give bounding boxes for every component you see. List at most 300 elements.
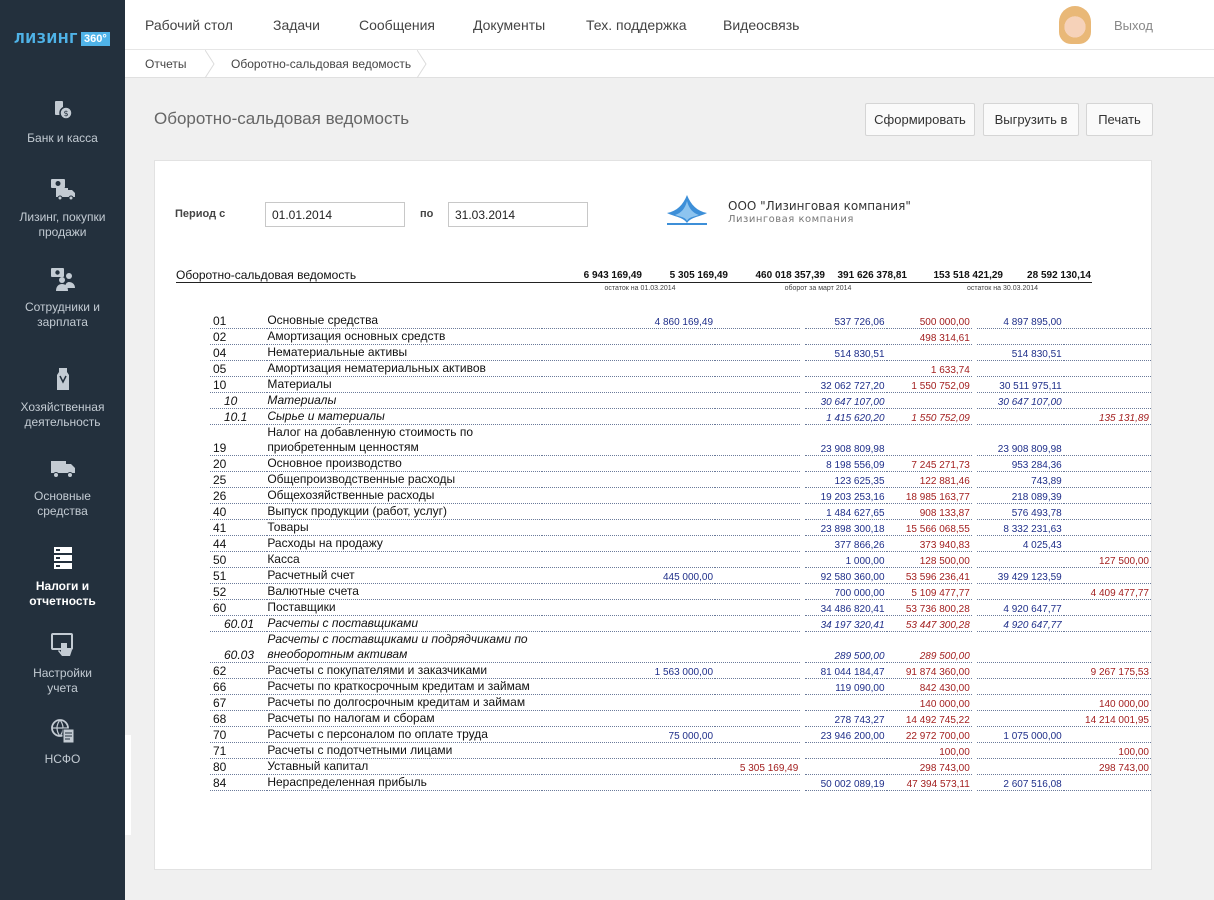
amount-cell: 34 197 320,41 bbox=[805, 615, 886, 631]
period-to-input[interactable]: 31.03.2014 bbox=[448, 202, 588, 227]
sidebar-item-leasing[interactable] bbox=[0, 176, 125, 240]
amount-cell bbox=[715, 455, 800, 471]
account-name: Расчеты по краткосрочным кредитам и займам bbox=[267, 678, 542, 694]
total-opening-credit: 5 305 169,49 bbox=[669, 270, 728, 281]
table-row bbox=[210, 408, 1151, 424]
account-name: Поставщики bbox=[267, 599, 542, 615]
amount-cell: 953 284,36 bbox=[977, 455, 1064, 471]
amount-cell bbox=[1064, 503, 1151, 519]
page-title: Оборотно-сальдовая ведомость bbox=[154, 109, 410, 128]
server-stack-icon bbox=[50, 545, 76, 571]
amount-cell: 127 500,00 bbox=[1064, 551, 1151, 567]
amount-cell bbox=[542, 455, 715, 471]
amount-cell: 908 133,87 bbox=[887, 503, 972, 519]
amount-cell: 218 089,39 bbox=[977, 487, 1064, 503]
account-name: Расчеты с персоналом по оплате труда bbox=[267, 726, 542, 742]
account-code: 60.01 bbox=[210, 615, 267, 631]
account-code: 84 bbox=[210, 774, 267, 790]
table-row bbox=[210, 503, 1151, 519]
amount-cell: 1 550 752,09 bbox=[887, 376, 972, 392]
amount-cell: 537 726,06 bbox=[805, 312, 886, 328]
table-row bbox=[210, 551, 1151, 567]
amount-cell bbox=[887, 424, 972, 455]
amount-cell: 4 920 647,77 bbox=[977, 599, 1064, 615]
account-name: Расчеты с поставщиками и подрядчиками по внеоборотным активам bbox=[267, 631, 542, 662]
amount-cell: 34 486 820,41 bbox=[805, 599, 886, 615]
amount-cell bbox=[1064, 328, 1151, 344]
amount-cell: 2 607 516,08 bbox=[977, 774, 1064, 790]
account-code: 67 bbox=[210, 694, 267, 710]
sidebar bbox=[0, 0, 125, 900]
account-code: 05 bbox=[210, 360, 267, 376]
report-panel bbox=[154, 160, 1152, 870]
amount-cell: 23 946 200,00 bbox=[805, 726, 886, 742]
amount-cell bbox=[1064, 376, 1151, 392]
amount-cell bbox=[715, 615, 800, 631]
amount-cell bbox=[1064, 599, 1151, 615]
amount-cell: 53 736 800,28 bbox=[887, 599, 972, 615]
amount-cell: 23 908 809,98 bbox=[977, 424, 1064, 455]
table-row bbox=[210, 519, 1151, 535]
amount-cell: 9 267 175,53 bbox=[1064, 662, 1151, 678]
sidebar-item-label: Настройки учета bbox=[33, 666, 92, 695]
account-code: 68 bbox=[210, 710, 267, 726]
amount-cell: 53 596 236,41 bbox=[887, 567, 972, 583]
app-logo-badge: 360° bbox=[81, 32, 110, 46]
amount-cell bbox=[715, 519, 800, 535]
amount-cell: 289 500,00 bbox=[805, 631, 886, 662]
amount-cell bbox=[542, 758, 715, 774]
sidebar-item-settings[interactable] bbox=[0, 632, 125, 696]
breadcrumb-current: Оборотно-сальдовая ведомость bbox=[231, 57, 412, 71]
nav-tasks[interactable]: Задачи bbox=[273, 17, 321, 33]
amount-cell bbox=[542, 631, 715, 662]
amount-cell bbox=[977, 694, 1064, 710]
amount-cell: 140 000,00 bbox=[1064, 694, 1151, 710]
globe-document-icon bbox=[50, 718, 76, 744]
amount-cell bbox=[1064, 471, 1151, 487]
amount-cell bbox=[977, 328, 1064, 344]
account-name: Расчеты с покупателями и заказчиками bbox=[267, 662, 542, 678]
amount-cell bbox=[1064, 535, 1151, 551]
amount-cell bbox=[542, 344, 715, 360]
account-code: 66 bbox=[210, 678, 267, 694]
amount-cell bbox=[715, 599, 800, 615]
amount-cell bbox=[977, 662, 1064, 678]
amount-cell bbox=[542, 487, 715, 503]
account-name: Выпуск продукции (работ, услуг) bbox=[267, 503, 542, 519]
amount-cell: 14 492 745,22 bbox=[887, 710, 972, 726]
amount-cell: 23 898 300,18 bbox=[805, 519, 886, 535]
amount-cell: 1 563 000,00 bbox=[542, 662, 715, 678]
amount-cell bbox=[887, 392, 972, 408]
amount-cell: 576 493,78 bbox=[977, 503, 1064, 519]
amount-cell bbox=[1064, 312, 1151, 328]
amount-cell bbox=[542, 774, 715, 790]
breadcrumb-reports[interactable]: Отчеты bbox=[145, 57, 187, 71]
amount-cell bbox=[977, 631, 1064, 662]
account-code: 19 bbox=[210, 424, 267, 455]
account-code: 26 bbox=[210, 487, 267, 503]
amount-cell: 22 972 700,00 bbox=[887, 726, 972, 742]
amount-cell: 4 025,43 bbox=[977, 535, 1064, 551]
amount-cell bbox=[977, 360, 1064, 376]
amount-cell bbox=[715, 694, 800, 710]
amount-cell bbox=[977, 678, 1064, 694]
account-name: Валютные счета bbox=[267, 583, 542, 599]
period-from-label: Период с bbox=[175, 208, 226, 220]
account-code: 60.03 bbox=[210, 631, 267, 662]
amount-cell bbox=[542, 615, 715, 631]
amount-cell: 4 920 647,77 bbox=[977, 615, 1064, 631]
sidebar-item-bank[interactable] bbox=[0, 97, 125, 146]
total-turnover-debit: 460 018 357,39 bbox=[755, 270, 825, 281]
account-name: Общехозяйственные расходы bbox=[267, 487, 542, 503]
breadcrumb-separator-icon bbox=[205, 50, 215, 78]
amount-cell bbox=[542, 535, 715, 551]
amount-cell: 75 000,00 bbox=[542, 726, 715, 742]
account-code: 20 bbox=[210, 455, 267, 471]
amount-cell bbox=[542, 392, 715, 408]
amount-cell bbox=[542, 599, 715, 615]
amount-cell: 53 447 300,28 bbox=[887, 615, 972, 631]
table-row bbox=[210, 535, 1151, 551]
truck-icon bbox=[50, 455, 76, 481]
amount-cell: 514 830,51 bbox=[977, 344, 1064, 360]
amount-cell: 30 511 975,11 bbox=[977, 376, 1064, 392]
account-name: Расчеты по налогам и сборам bbox=[267, 710, 542, 726]
amount-cell: 842 430,00 bbox=[887, 678, 972, 694]
amount-cell: 15 566 068,55 bbox=[887, 519, 972, 535]
amount-cell bbox=[542, 551, 715, 567]
amount-cell: 19 203 253,16 bbox=[805, 487, 886, 503]
table-row bbox=[210, 455, 1151, 471]
account-name: Расходы на продажу bbox=[267, 535, 542, 551]
amount-cell bbox=[715, 742, 800, 758]
amount-cell bbox=[715, 567, 800, 583]
sidebar-item-label: Сотрудники и зарплата bbox=[24, 300, 101, 329]
amount-cell: 4 897 895,00 bbox=[977, 312, 1064, 328]
amount-cell: 4 860 169,49 bbox=[542, 312, 715, 328]
amount-cell: 135 131,89 bbox=[1064, 408, 1151, 424]
account-name: Расчетный счет bbox=[267, 567, 542, 583]
amount-cell bbox=[977, 710, 1064, 726]
amount-cell: 7 245 271,73 bbox=[887, 455, 972, 471]
account-code: 71 bbox=[210, 742, 267, 758]
period-from-input[interactable]: 01.01.2014 bbox=[265, 202, 405, 227]
amount-cell bbox=[715, 471, 800, 487]
table-row bbox=[210, 360, 1151, 376]
amount-cell bbox=[977, 551, 1064, 567]
app-logo[interactable] bbox=[0, 0, 125, 78]
account-name: Общепроизводственные расходы bbox=[267, 471, 542, 487]
amount-cell bbox=[1064, 726, 1151, 742]
amount-cell: 298 743,00 bbox=[887, 758, 972, 774]
table-row bbox=[210, 376, 1151, 392]
amount-cell: 119 090,00 bbox=[805, 678, 886, 694]
amount-cell bbox=[1064, 774, 1151, 790]
opening-balance-caption: остаток на 01.03.2014 bbox=[604, 285, 676, 292]
amount-cell: 278 743,27 bbox=[805, 710, 886, 726]
amount-cell bbox=[542, 360, 715, 376]
sidebar-item-taxes[interactable] bbox=[0, 545, 125, 609]
bank-coins-icon bbox=[50, 97, 76, 123]
account-name: Основное производство bbox=[267, 455, 542, 471]
account-name: Касса bbox=[267, 551, 542, 567]
account-name: Расчеты по долгосрочным кредитам и займам bbox=[267, 694, 542, 710]
amount-cell bbox=[715, 678, 800, 694]
svg-text:$: $ bbox=[62, 109, 69, 118]
amount-cell bbox=[977, 583, 1064, 599]
period-to-label: по bbox=[420, 208, 434, 220]
amount-cell: 47 394 573,11 bbox=[887, 774, 972, 790]
table-row bbox=[210, 599, 1151, 615]
amount-cell bbox=[715, 408, 800, 424]
sidebar-item-staff[interactable] bbox=[0, 266, 125, 330]
amount-cell bbox=[715, 503, 800, 519]
account-code: 70 bbox=[210, 726, 267, 742]
amount-cell bbox=[887, 344, 972, 360]
export-button[interactable]: Выгрузить в bbox=[983, 103, 1079, 136]
account-name: Материалы bbox=[267, 376, 542, 392]
amount-cell bbox=[542, 519, 715, 535]
table-row bbox=[210, 726, 1151, 742]
amount-cell: 14 214 001,95 bbox=[1064, 710, 1151, 726]
amount-cell: 100,00 bbox=[1064, 742, 1151, 758]
sidebar-item-label: Хозяйственная деятельность bbox=[20, 400, 105, 429]
amount-cell: 743,89 bbox=[977, 471, 1064, 487]
amount-cell bbox=[715, 583, 800, 599]
amount-cell bbox=[542, 678, 715, 694]
people-money-icon bbox=[50, 266, 76, 292]
report-title: Оборотно-сальдовая ведомость bbox=[176, 268, 357, 282]
amount-cell bbox=[715, 424, 800, 455]
account-name: Сырье и материалы bbox=[267, 408, 542, 424]
amount-cell bbox=[1064, 344, 1151, 360]
table-row bbox=[210, 471, 1151, 487]
account-code: 02 bbox=[210, 328, 267, 344]
amount-cell bbox=[542, 742, 715, 758]
account-code: 50 bbox=[210, 551, 267, 567]
generate-button[interactable]: Сформировать bbox=[865, 103, 975, 136]
table-row bbox=[210, 567, 1151, 583]
amount-cell: 498 314,61 bbox=[887, 328, 972, 344]
amount-cell: 39 429 123,59 bbox=[977, 567, 1064, 583]
table-row bbox=[210, 678, 1151, 694]
amount-cell bbox=[1064, 424, 1151, 455]
account-name: Амортизация нематериальных активов bbox=[267, 360, 542, 376]
amount-cell bbox=[542, 710, 715, 726]
amount-cell bbox=[715, 360, 800, 376]
account-code: 10 bbox=[210, 392, 267, 408]
amount-cell bbox=[715, 376, 800, 392]
account-name: Расчеты с поставщиками bbox=[267, 615, 542, 631]
table-row bbox=[210, 662, 1151, 678]
amount-cell: 23 908 809,98 bbox=[805, 424, 886, 455]
amount-cell bbox=[805, 758, 886, 774]
amount-cell bbox=[977, 742, 1064, 758]
sidebar-item-fixed-assets[interactable] bbox=[0, 455, 125, 519]
touch-screen-icon bbox=[50, 632, 76, 658]
account-name: Нераспределенная прибыль bbox=[267, 774, 542, 790]
amount-cell: 30 647 107,00 bbox=[805, 392, 886, 408]
nav-documents[interactable]: Документы bbox=[473, 17, 546, 33]
table-row bbox=[210, 694, 1151, 710]
amount-cell bbox=[542, 424, 715, 455]
amount-cell bbox=[805, 360, 886, 376]
account-code: 44 bbox=[210, 535, 267, 551]
amount-cell bbox=[715, 487, 800, 503]
amount-cell bbox=[542, 694, 715, 710]
amount-cell bbox=[542, 376, 715, 392]
table-row bbox=[210, 424, 1151, 455]
company-subtitle: Лизинговая компания bbox=[728, 214, 854, 225]
user-avatar[interactable] bbox=[1059, 6, 1091, 44]
account-code: 04 bbox=[210, 344, 267, 360]
account-code: 51 bbox=[210, 567, 267, 583]
table-row bbox=[210, 328, 1151, 344]
account-code: 60 bbox=[210, 599, 267, 615]
amount-cell bbox=[542, 583, 715, 599]
account-name: Товары bbox=[267, 519, 542, 535]
amount-cell: 445 000,00 bbox=[542, 567, 715, 583]
report-table bbox=[210, 312, 1151, 791]
amount-cell: 91 874 360,00 bbox=[887, 662, 972, 678]
sidebar-item-label: Основные средства bbox=[34, 489, 91, 518]
amount-cell bbox=[1064, 678, 1151, 694]
amount-cell bbox=[715, 328, 800, 344]
company-logo-icon bbox=[663, 191, 711, 227]
breadcrumb bbox=[125, 50, 1214, 78]
amount-cell: 8 332 231,63 bbox=[977, 519, 1064, 535]
amount-cell: 100,00 bbox=[887, 742, 972, 758]
amount-cell bbox=[1064, 392, 1151, 408]
nav-messages[interactable]: Сообщения bbox=[359, 17, 435, 33]
account-name: Налог на добавленную стоимость по приобретенным ценностям bbox=[267, 424, 542, 455]
account-code: 25 bbox=[210, 471, 267, 487]
table-row bbox=[210, 774, 1151, 790]
table-row bbox=[210, 583, 1151, 599]
print-button[interactable]: Печать bbox=[1086, 103, 1153, 136]
amount-cell bbox=[1064, 615, 1151, 631]
turnover-caption: оборот за март 2014 bbox=[784, 285, 852, 292]
amount-cell: 500 000,00 bbox=[887, 312, 972, 328]
total-opening-debit: 6 943 169,49 bbox=[583, 270, 642, 281]
amount-cell: 92 580 360,00 bbox=[805, 567, 886, 583]
table-row bbox=[210, 742, 1151, 758]
account-code: 10.1 bbox=[210, 408, 267, 424]
amount-cell bbox=[715, 726, 800, 742]
account-name: Материалы bbox=[267, 392, 542, 408]
account-name: Расчеты с подотчетными лицами bbox=[267, 742, 542, 758]
top-navigation bbox=[125, 0, 1214, 50]
logout-link[interactable]: Выход bbox=[1114, 18, 1153, 33]
total-closing-debit: 153 518 421,29 bbox=[933, 270, 1003, 281]
amount-cell: 32 062 727,20 bbox=[805, 376, 886, 392]
amount-cell: 50 002 089,19 bbox=[805, 774, 886, 790]
amount-cell: 289 500,00 bbox=[887, 631, 972, 662]
amount-cell: 81 044 184,47 bbox=[805, 662, 886, 678]
amount-cell bbox=[805, 742, 886, 758]
amount-cell: 700 000,00 bbox=[805, 583, 886, 599]
amount-cell: 514 830,51 bbox=[805, 344, 886, 360]
amount-cell bbox=[977, 758, 1064, 774]
table-row bbox=[210, 710, 1151, 726]
sidebar-item-label: Банк и касса bbox=[27, 131, 98, 145]
amount-cell: 1 075 000,00 bbox=[977, 726, 1064, 742]
amount-cell bbox=[715, 551, 800, 567]
amount-cell bbox=[715, 710, 800, 726]
nav-video[interactable]: Видеосвязь bbox=[723, 17, 800, 33]
company-name: ООО "Лизинговая компания" bbox=[728, 199, 911, 213]
amount-cell: 123 625,35 bbox=[805, 471, 886, 487]
sidebar-item-nsfo[interactable] bbox=[0, 718, 125, 767]
amount-cell bbox=[715, 344, 800, 360]
amount-cell bbox=[1064, 519, 1151, 535]
amount-cell bbox=[1064, 360, 1151, 376]
account-code: 41 bbox=[210, 519, 267, 535]
amount-cell: 1 633,74 bbox=[887, 360, 972, 376]
account-name: Нематериальные активы bbox=[267, 344, 542, 360]
amount-cell bbox=[1064, 567, 1151, 583]
table-row bbox=[210, 344, 1151, 360]
amount-cell bbox=[715, 312, 800, 328]
report-header-rule bbox=[176, 282, 1092, 283]
total-turnover-credit: 391 626 378,81 bbox=[837, 270, 907, 281]
amount-cell: 1 415 620,20 bbox=[805, 408, 886, 424]
amount-cell bbox=[542, 503, 715, 519]
amount-cell bbox=[805, 328, 886, 344]
account-code: 40 bbox=[210, 503, 267, 519]
account-code: 10 bbox=[210, 376, 267, 392]
account-code: 80 bbox=[210, 758, 267, 774]
account-name: Уставный капитал bbox=[267, 758, 542, 774]
amount-cell: 1 000,00 bbox=[805, 551, 886, 567]
sidebar-item-business[interactable] bbox=[0, 366, 125, 430]
account-name: Амортизация основных средств bbox=[267, 328, 542, 344]
amount-cell bbox=[715, 392, 800, 408]
amount-cell: 8 198 556,09 bbox=[805, 455, 886, 471]
bottle-icon bbox=[50, 366, 76, 392]
amount-cell: 122 881,46 bbox=[887, 471, 972, 487]
account-code: 52 bbox=[210, 583, 267, 599]
amount-cell bbox=[1064, 455, 1151, 471]
table-row bbox=[210, 615, 1151, 631]
amount-cell: 373 940,83 bbox=[887, 535, 972, 551]
breadcrumb-separator-icon bbox=[417, 50, 427, 78]
sidebar-scroll-edge bbox=[125, 735, 131, 835]
amount-cell bbox=[977, 408, 1064, 424]
amount-cell bbox=[542, 328, 715, 344]
amount-cell: 5 109 477,77 bbox=[887, 583, 972, 599]
sidebar-item-label: Налоги и отчетность bbox=[29, 579, 96, 608]
amount-cell: 30 647 107,00 bbox=[977, 392, 1064, 408]
amount-cell bbox=[715, 774, 800, 790]
amount-cell bbox=[715, 631, 800, 662]
amount-cell bbox=[542, 408, 715, 424]
table-row bbox=[210, 312, 1151, 328]
table-row bbox=[210, 631, 1151, 662]
table-row bbox=[210, 758, 1151, 774]
amount-cell bbox=[715, 662, 800, 678]
amount-cell bbox=[542, 471, 715, 487]
account-name: Основные средства bbox=[267, 312, 542, 328]
amount-cell bbox=[1064, 631, 1151, 662]
account-code: 01 bbox=[210, 312, 267, 328]
nav-support[interactable]: Тех. поддержка bbox=[586, 17, 687, 33]
nav-desktop[interactable]: Рабочий стол bbox=[145, 17, 233, 33]
amount-cell: 140 000,00 bbox=[887, 694, 972, 710]
